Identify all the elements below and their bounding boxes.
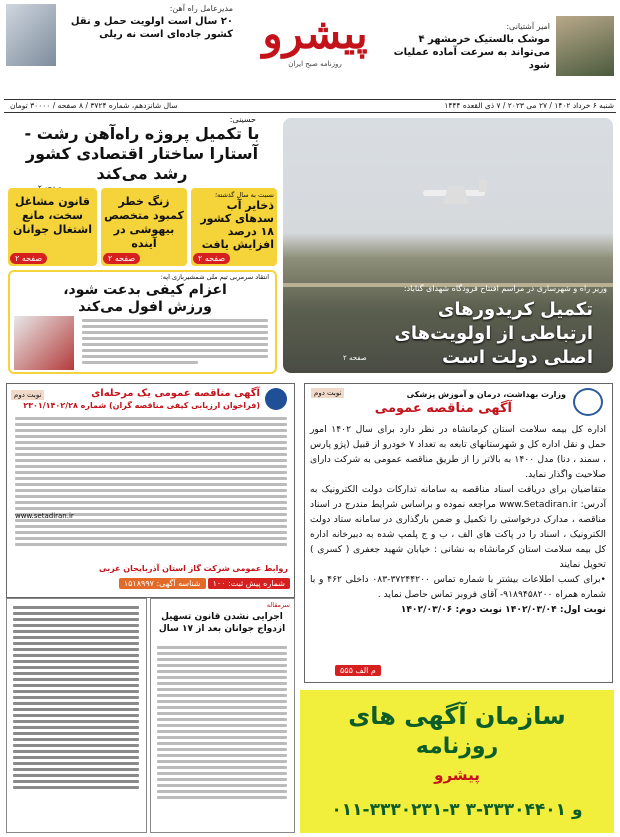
tender-ad[interactable] <box>304 383 613 683</box>
dateline-left: سال شانزدهم، شماره ۳۷۲۴ / ۸ صفحه / ۳۰۰۰۰ تومان <box>10 101 178 110</box>
logo-subtitle: روزنامه صبح ایران <box>288 60 342 68</box>
top-story-headline: با تکمیل پروژه راه‌آهن رشت - آستارا ساختار اقتصادی کشور رشد می‌کند <box>24 124 260 183</box>
yellow-box-1[interactable] <box>191 188 277 266</box>
gas-ad-badges <box>11 578 290 592</box>
gas-logo-icon <box>265 388 287 410</box>
ad-agency-line2: روزنامه <box>415 734 499 759</box>
gas-ad-badge-right: شماره پیش ثبت: ۱۰۰ <box>208 578 290 589</box>
main-photo[interactable] <box>283 118 613 373</box>
gas-ad-badge-left: شناسه آگهی: ۱۵۱۸۹۹۷ <box>119 578 206 589</box>
right-teaser-photo <box>556 16 614 76</box>
society-text <box>153 643 291 802</box>
gas-ad-text <box>11 414 291 549</box>
left-teaser[interactable] <box>58 4 233 66</box>
main-photo-caption: وزیر راه و شهرسازی در مراسم افتتاح فرودگاه شهدای گناباد: <box>403 284 607 293</box>
main-photo-page-ref: صفحه ۲ <box>343 354 367 362</box>
tender-body-text: اداره کل بیمه سلامت استان کرمانشاه در نظر دارد برای سال ۱۴۰۲ امور حمل و نقل اداره کل و شهرستانهای تابعه به تعداد ۷ خودرو از قبیل (پژو پارس ، سمند ، دنا) مدل ۱۴۰۰ به بالاتر را از طریق مناقصه عمومی به شرکت دارای صلاحیت واگذار نماید. <box>310 424 606 480</box>
left-teaser-kicker: مدیرعامل راه آهن: <box>169 4 233 13</box>
gas-ad-subtitle: (فراخوان ارزیابی کیفی مناقصه گران) شماره ۲۳۰۱/۱۴۰۲/۲۸ <box>23 401 260 410</box>
ad-agency-box[interactable] <box>300 690 614 833</box>
airplane-icon <box>423 178 493 208</box>
logo <box>255 8 375 78</box>
logo-text: پیشرو <box>262 9 368 58</box>
sports-text <box>78 316 272 367</box>
ad-agency-phones[interactable]: ۰۱۱-۳۳۳۰۲۳۱-۳ و ۳۳۳۰۴۴۰۱-۳ <box>331 800 583 820</box>
yellow-box-1-badge: صفحه ۲ <box>193 253 230 264</box>
main-photo-headline[interactable]: تکمیل کریدورهای ارتباطی از اولویت‌های اصلی دولت است <box>394 299 593 368</box>
right-teaser[interactable] <box>390 22 550 72</box>
top-story-kicker: حسینی: <box>229 115 256 124</box>
ministry-logo-icon <box>573 388 603 416</box>
left-teaser-headline: ۲۰ سال است اولویت حمل و نقل کشور جاده‌ای است نه ریلی <box>70 16 233 40</box>
tender-badge: م الف ۵۵۵ <box>335 665 381 676</box>
tender-round: نوبت دوم <box>311 388 344 398</box>
sports-headline: اعزام کیفی بدعت شود، ورزش افول می‌کند <box>63 282 227 315</box>
dateline-right: شنبه ۶ خرداد ۱۴۰۲ / ۲۷ می ۲۰۲۳ / ۷ ذی القعده ۱۴۴۴ <box>444 101 614 110</box>
gas-ad-footer: روابط عمومی شرکت گاز استان آذربایجان غربی <box>98 564 288 573</box>
yellow-box-1-kicker: نسبت به سال گذشته؛ <box>214 191 274 199</box>
right-teaser-kicker: امیر آشتیانی: <box>506 22 550 31</box>
dateline <box>4 99 616 113</box>
society-column[interactable] <box>150 598 295 833</box>
editorial-column <box>6 598 147 833</box>
sports-box[interactable] <box>8 270 277 374</box>
masthead <box>0 0 620 98</box>
yellow-box-2[interactable] <box>101 188 187 266</box>
tender-ministry: وزارت بهداشت، درمان و آموزش پزشکی <box>406 390 566 399</box>
yellow-box-3[interactable] <box>8 188 97 266</box>
tender-body2: متقاضیان برای دریافت اسناد مناقصه به سامانه تدارکات دولت الکترونیک به آدرس: www.Setadiran.ir مراجعه نموده و براساس شرایط مندرج در اسناد مناقصه ، مدارک درخواستی را تکمیل و ضمن بارگذاری در سامانه ستاد دولت الکترونیک ، اسناد را در پاکت های الف ، ب و ج پلمپ شده به دبیرخانه اداره کل بیمه سلامت استان کرمانشاه به نشانی : خیابان شهید جعفری ( کسری ) تحویل نمایند <box>310 484 607 570</box>
right-teaser-headline: موشک بالستیک خرمشهر ۴ می‌تواند به سرعت آماده عملیات شود <box>393 34 550 71</box>
tender-contact: •برای کسب اطلاعات بیشتر با شماره تماس ۳۷۲۴۴۲۰۰-۰۸۳ داخلی ۴۶۲ و با شماره همراه ۹۱۸۹۴۵۸۲۰۰- آقای فروبر تماس حاصل نماید . <box>310 574 606 600</box>
sports-photo <box>14 316 74 370</box>
yellow-box-1-headline: ذخایر آب سدهای کشور ۱۸ درصد افزایش یافت <box>200 199 274 251</box>
gas-ad[interactable] <box>6 383 295 598</box>
gas-ad-title: آگهی مناقصه عمومی یک مرحله‌ای <box>91 388 260 399</box>
tender-dates: نوبت اول: ۱۴۰۲/۰۳/۰۴ نوبت دوم: ۱۴۰۲/۰۳/۰۶ <box>400 604 606 615</box>
ad-agency-line3: پیشرو <box>434 766 480 784</box>
tender-body <box>310 422 606 617</box>
gas-ad-round: نوبت دوم <box>11 390 44 400</box>
yellow-box-2-headline: زنگ خطر کمبود متخصص بیهوشی در آینده <box>104 195 184 250</box>
gas-ad-site[interactable]: www.setadiran.ir <box>15 512 74 520</box>
yellow-box-2-badge: صفحه ۲ <box>103 253 140 264</box>
society-kicker: سرمقاله <box>266 601 290 609</box>
top-story[interactable] <box>8 115 276 187</box>
yellow-box-3-headline: قانون مشاغل سخت، مانع اشتغال جوانان <box>12 195 93 236</box>
sports-kicker: انتقاد سرمربی تیم ملی شمشیربازی اپه: <box>160 273 269 281</box>
left-teaser-photo <box>6 4 56 66</box>
tender-title: آگهی مناقصه عمومی <box>374 401 512 416</box>
society-headline: اجرایی نشدن قانون تسهیل ازدواج جوانان بعد از ۱۷ سال <box>158 612 286 634</box>
yellow-box-3-badge: صفحه ۲ <box>10 253 47 264</box>
ad-agency-line1: سازمان آگهی های <box>348 702 566 730</box>
